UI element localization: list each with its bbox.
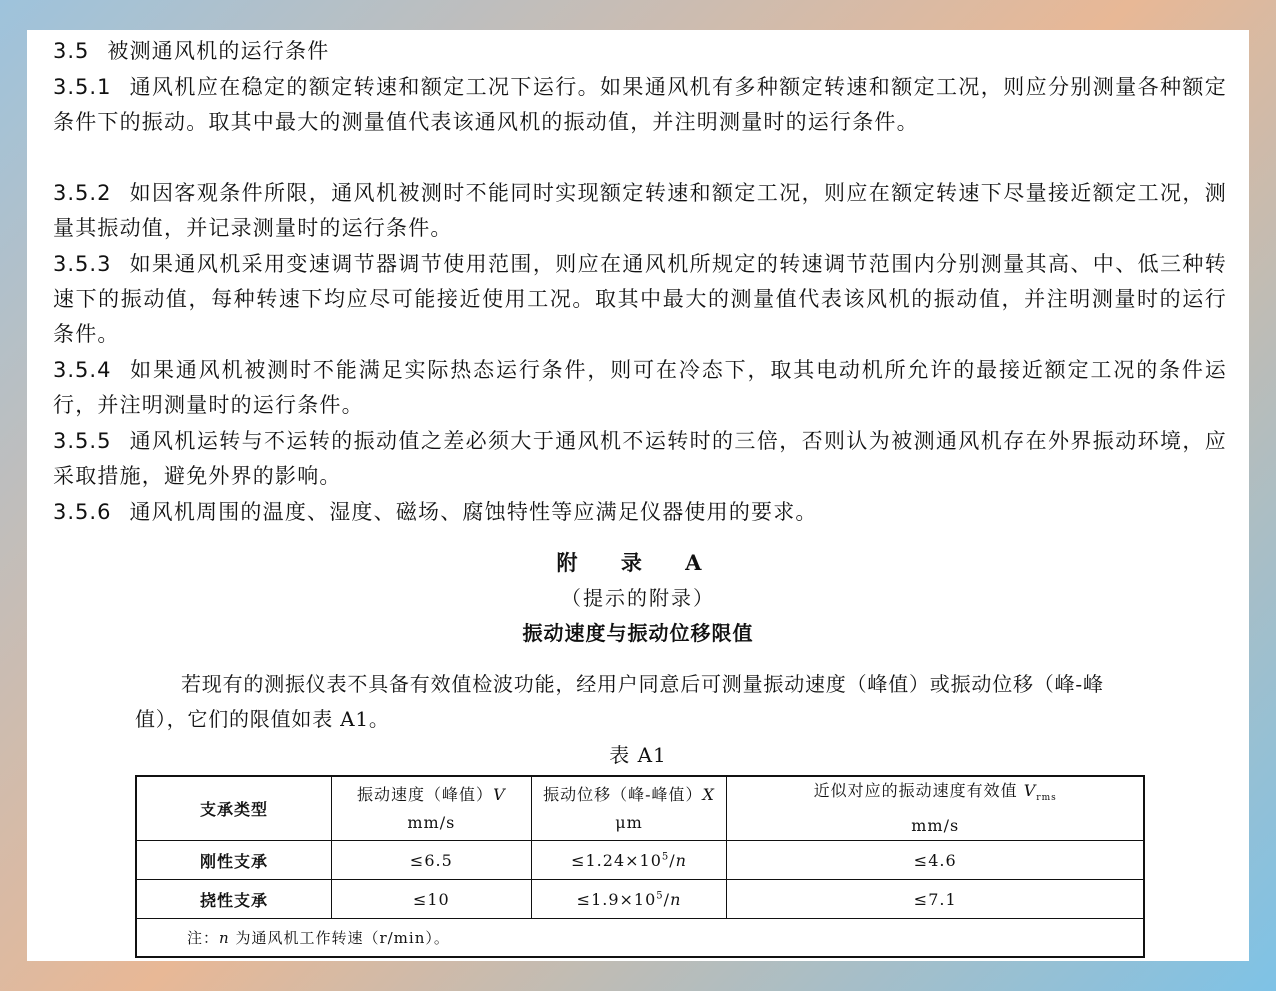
section-text: 如果通风机采用变速调节器调节使用范围，则应在通风机所规定的转速调节范围内分别测量其高、中、低三种转速下的振动值，每种转速下均应尽可能接近使用工况。取其中最大的测量值代表该风机的振动值，并注明测量时的运行条件。 [53,252,1227,346]
header-displacement-unit: μm [615,812,643,832]
table-note: 注：n 为通风机工作转速（r/min）。 [136,919,1144,958]
cell-displacement: $\le 1.9\times 10^5/n$ [531,880,727,919]
appendix-title: 附 录 A [556,550,720,575]
section-text: 如果通风机被测时不能满足实际热态运行条件，则可在冷态下，取其电动机所允许的最接近额定工况的条件运行，并注明测量时的运行条件。 [53,358,1227,417]
section-text: 通风机运转与不运转的振动值之差必须大于通风机不运转时的三倍，否则认为被测通风机存在外界振动环境，应采取措施，避免外界的影响。 [53,429,1227,488]
section-3-5-2 [53,176,1227,246]
section-text: 通风机应在稳定的额定转速和额定工况下运行。如果通风机有多种额定转速和额定工况，则应分别测量各种额定条件下的振动。取其中最大的测量值代表该通风机的振动值，并注明测量时的运行条件。 [53,75,1227,134]
appendix-paragraph: 若现有的测振仪表不具备有效值检波功能，经用户同意后可测量振动速度（峰值）或振动位移（峰-峰值），它们的限值如表 A1。 [135,672,1104,731]
header-rms-unit: mm/s [911,816,960,836]
section-3-5-4 [53,353,1227,423]
section-3-5-6 [53,495,1227,530]
section-text: 如因客观条件所限，通风机被测时不能同时实现额定转速和额定工况，则应在额定转速下尽量接近额定工况，测量其振动值，并记录测量时的运行条件。 [53,181,1227,240]
section-3-5 [53,34,1227,69]
table-header-row [136,776,1144,841]
header-velocity: 振动速度（峰值）V mm/s [332,776,532,841]
cell-displacement: $\le 1.24\times 10^5/n$ [531,841,727,880]
limits-table [135,775,1145,958]
document-page [27,30,1249,961]
section-number: 3.5.6 [53,500,112,524]
section-3-5-5 [53,424,1227,494]
header-displacement: 振动位移（峰-峰值）X μm [531,776,727,841]
section-text: 通风机周围的温度、湿度、磁场、腐蚀特性等应满足仪器使用的要求。 [129,500,818,524]
section-number: 3.5 [53,39,90,63]
section-number: 3.5.2 [53,181,112,205]
section-number: 3.5.5 [53,429,112,453]
header-rms-velocity: 近似对应的振动速度有效值 $V_{rms}$ mm/s [727,776,1144,841]
section-number: 3.5.4 [53,358,112,382]
section-number: 3.5.1 [53,75,112,99]
table-caption: 表 A1 [609,743,667,767]
section-3-5-3 [53,247,1227,352]
appendix-subtitle: （提示的附录） [561,586,715,610]
appendix-heading: 振动速度与振动位移限值 [522,621,754,645]
cell-rms: ≤7.1 [727,880,1144,919]
header-support-type: 支承类型 [136,776,332,841]
table-row [136,841,1144,880]
section-3-5-1 [53,70,1227,140]
table-note-row [136,919,1144,958]
section-number: 3.5.3 [53,252,112,276]
cell-velocity: ≤10 [332,880,532,919]
header-velocity-unit: mm/s [407,812,456,832]
cell-support-type: 挠性支承 [136,880,332,919]
section-heading: 被测通风机的运行条件 [107,39,330,63]
cell-velocity: ≤6.5 [332,841,532,880]
cell-support-type: 刚性支承 [136,841,332,880]
cell-rms: ≤4.6 [727,841,1144,880]
table-row [136,880,1144,919]
